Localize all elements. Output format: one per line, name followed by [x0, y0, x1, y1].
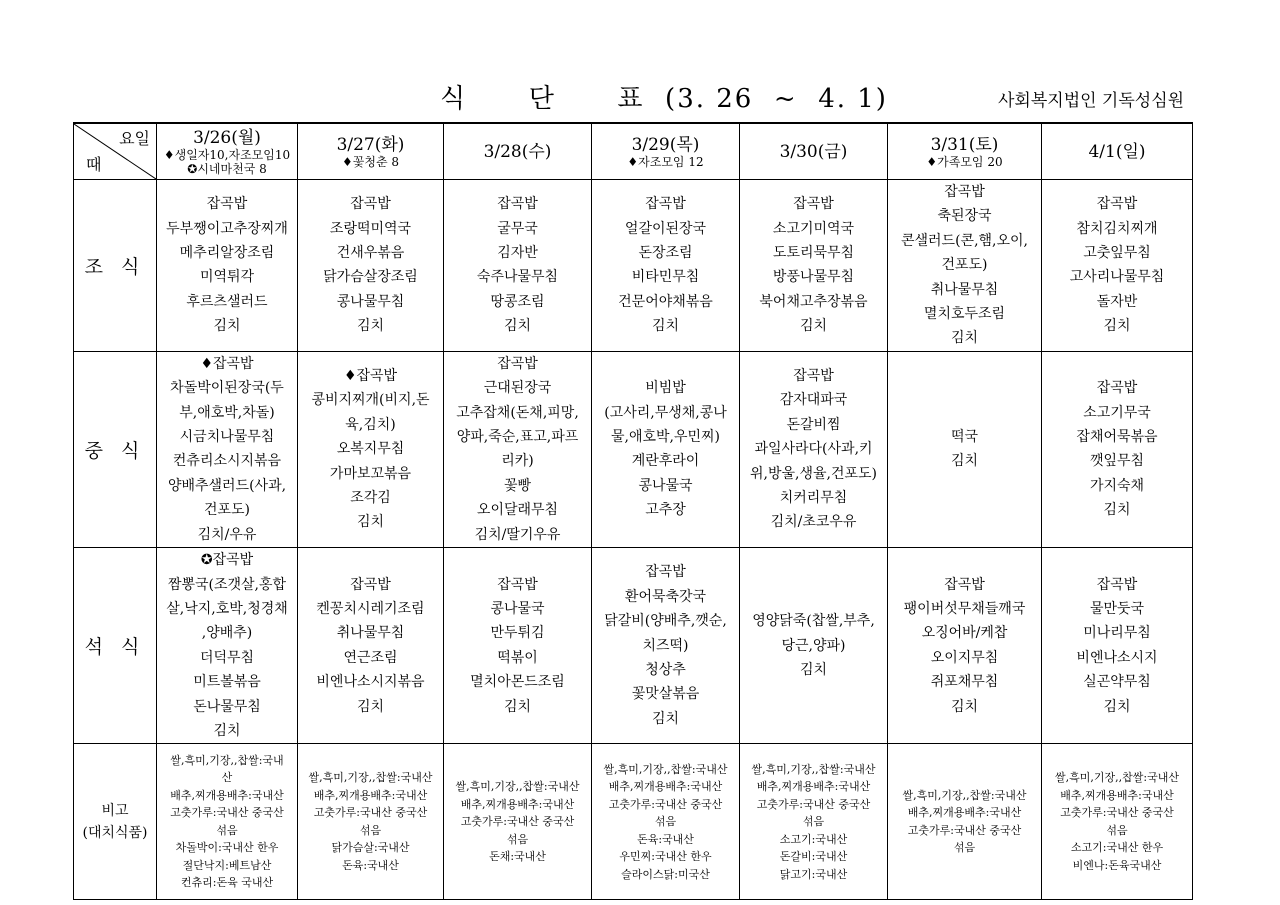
menu-item: 더덕무침: [199, 649, 255, 666]
menu-cell: [444, 351, 592, 547]
origin-note-cell: [888, 744, 1042, 900]
menu-item: ♦잡곡밥: [200, 355, 254, 372]
menu-item: 김치: [1103, 318, 1131, 335]
origin-note-line: 고춧가루:국내산 중국산: [170, 806, 284, 820]
menu-item: 닭갈비(양배추,깻순,: [604, 613, 727, 630]
menu-item: 잡곡밥: [350, 196, 391, 213]
menu-cell: [888, 548, 1042, 744]
organization-name: 사회복지법인 기독성심원: [998, 91, 1185, 111]
origin-note-cell: [157, 744, 298, 900]
menu-item: 김치: [356, 514, 385, 531]
notes-label-line: 비고: [101, 802, 129, 819]
menu-item: 육,김치): [345, 416, 396, 433]
notes-label: [74, 744, 157, 900]
menu-item: 건새우볶음: [336, 245, 405, 262]
origin-note-line: 컨츄리:돈육 국내산: [180, 876, 274, 890]
notes-label-line: (대치식품): [82, 824, 148, 841]
origin-note-line: 돈육:국내산: [342, 858, 399, 872]
menu-item: 잡곡밥: [497, 576, 538, 593]
menu-item: 참치김치찌개: [1076, 220, 1158, 237]
origin-note-line: 닭고기:국내산: [779, 867, 848, 881]
origin-note-line: 섞음: [359, 823, 382, 837]
menu-item: 김치: [356, 698, 385, 715]
menu-item: 물,애호박,우민찌): [610, 429, 721, 446]
menu-item: 잡곡밥: [350, 576, 391, 593]
menu-cell: [298, 351, 444, 547]
menu-table: [73, 122, 1193, 900]
day-event-note: ♦가족모임 20: [926, 154, 1003, 169]
origin-note-line: 소고기:국내산 한우: [1070, 841, 1164, 855]
day-date: 3/28(수): [483, 141, 552, 162]
day-event-note: ♦생일자10,자조모임10: [163, 147, 291, 162]
origin-note-line: 배추,찌개용배추:국내산: [170, 788, 284, 802]
origin-note-line: 비엔나:돈육국내산: [1072, 858, 1162, 872]
menu-item: 오징어바/케찹: [921, 625, 1008, 642]
origin-note-line: 배추,찌개용배추:국내산: [1060, 788, 1174, 802]
menu-item: 취나물무침: [336, 625, 405, 642]
day-date: 3/27(화): [336, 134, 405, 155]
menu-item: 잡곡밥: [206, 196, 248, 213]
menu-item: 김자반: [497, 245, 538, 262]
origin-note-cell: [740, 744, 888, 900]
origin-note-line: 섞음: [506, 832, 529, 846]
origin-note-line: 돈채:국내산: [489, 850, 546, 864]
menu-item: 살,낙지,호박,청경채: [166, 600, 288, 617]
origin-note-line: 섞음: [216, 823, 238, 837]
menu-item: (고사리,무생채,콩나: [604, 404, 727, 421]
menu-item: 김치: [503, 698, 532, 715]
menu-item: 연근조림: [343, 649, 398, 666]
origin-note-cell: [444, 744, 592, 900]
day-date: 3/31(토): [930, 134, 999, 155]
day-header: [888, 123, 1042, 180]
menu-item: 북어채고추장볶음: [759, 293, 868, 310]
lunch-row: [74, 351, 1193, 547]
menu-cell: [592, 180, 740, 352]
menu-item: 닭가슴살장조림: [323, 269, 418, 286]
menu-item: 오이달래무침: [476, 502, 559, 519]
menu-item: 가지숙채: [1089, 477, 1145, 494]
menu-item: 잡곡밥: [497, 355, 538, 372]
origin-note-line: 섞음: [802, 815, 825, 829]
menu-item: 미트볼볶음: [193, 674, 261, 691]
origin-note-line: 소고기:국내산: [779, 832, 848, 846]
menu-item: 건문어야채볶음: [618, 293, 713, 310]
origin-note-line: 닭가슴살:국내산: [331, 841, 410, 855]
menu-item: 비엔나소시지볶음: [316, 674, 425, 691]
menu-item: 만두튀김: [490, 625, 545, 642]
menu-item: 비엔나소시지: [1076, 649, 1158, 666]
menu-item: 꽃맛살볶음: [631, 686, 700, 703]
menu-cell: [740, 180, 888, 352]
menu-item: 쥐포채무침: [930, 674, 999, 691]
menu-item: 취나물무침: [930, 281, 999, 298]
origin-note-line: 쌀,흑미,기장,,찹쌀:국내산: [455, 780, 580, 794]
menu-item: 땅콩조림: [490, 293, 545, 310]
menu-item: ,양배추): [201, 625, 253, 642]
origin-note-line: 고춧가루:국내산 중국산: [608, 797, 723, 811]
dinner-row: [74, 548, 1193, 744]
meal-label-breakfast: 조 식: [74, 180, 157, 352]
menu-cell: [298, 548, 444, 744]
menu-item: 위,방울,생율,건포도): [749, 465, 877, 482]
menu-item: 잡곡밥: [793, 368, 834, 385]
origin-note-line: 고춧가루:국내산 중국산: [313, 806, 428, 820]
day-event-note: ✪시네마천국 8: [187, 161, 267, 176]
menu-item: 영양닭죽(찹쌀,부추,: [752, 613, 875, 630]
day-event-note: ♦자조모임 12: [627, 154, 704, 169]
menu-item: 고추장: [645, 502, 686, 519]
breakfast-row: [74, 180, 1193, 352]
corner-label-day: 요일: [119, 129, 150, 148]
menu-item: 잡곡밥: [944, 184, 985, 200]
menu-item: 차돌박이된장국(두: [170, 380, 284, 397]
menu-item: 잡곡밥: [645, 196, 686, 213]
menu-item: 도토리묵무침: [772, 245, 855, 262]
menu-item: 짬뽕국(조갯살,홍합: [167, 576, 287, 593]
menu-item: 김치: [799, 318, 828, 335]
menu-item: 물만둣국: [1089, 600, 1145, 617]
menu-item: ♦잡곡밥: [343, 368, 398, 385]
menu-cell: [592, 351, 740, 547]
origin-note-line: 배추,찌개용배추:국내산: [907, 806, 1022, 820]
menu-cell: [740, 548, 888, 744]
menu-item: 돈갈비찜: [786, 416, 841, 433]
menu-item: 미역튀각: [199, 269, 255, 286]
menu-item: 가마보꼬볶음: [329, 465, 412, 482]
menu-item: 치즈떡): [642, 637, 689, 654]
meal-label-dinner: 석 식: [74, 548, 157, 744]
day-header: [740, 123, 888, 180]
menu-cell: [298, 180, 444, 352]
menu-cell: [888, 180, 1042, 352]
corner-cell: [74, 123, 157, 180]
menu-cell: [592, 548, 740, 744]
menu-item: 김치: [651, 318, 680, 335]
menu-item: 과일사라다(사과,키: [754, 441, 873, 458]
menu-cell: [1042, 180, 1193, 352]
origin-note-cell: [592, 744, 740, 900]
day-header: [298, 123, 444, 180]
origin-note-line: 배추,찌개용배추:국내산: [756, 780, 871, 794]
origin-note-line: 고춧가루:국내산 중국산: [460, 815, 575, 829]
menu-cell: [157, 351, 298, 547]
notes-row: [74, 744, 1193, 900]
origin-note-line: 돈육:국내산: [637, 832, 694, 846]
day-header: [444, 123, 592, 180]
day-event-note: ♦꽃청춘 8: [342, 154, 399, 169]
origin-note-line: 우민찌:국내산 한우: [619, 850, 712, 864]
menu-item: 계란후라이: [631, 453, 700, 470]
menu-item: 잡곡밥: [497, 196, 538, 213]
menu-item: 근대된장국: [483, 380, 552, 397]
menu-item: 잡곡밥: [645, 564, 686, 581]
day-date: 4/1(일): [1088, 141, 1146, 162]
menu-item: 소고기미역국: [772, 220, 855, 237]
menu-item: 양파,죽순,표고,파프: [456, 429, 579, 446]
menu-item: 김치: [950, 698, 979, 715]
menu-item: 잡곡밥: [1096, 576, 1138, 593]
menu-cell: [888, 351, 1042, 547]
origin-note-line: 쌀,흑미,기장,,찹쌀:국내산: [1055, 771, 1179, 785]
origin-note-line: 산: [221, 771, 233, 785]
day-header: [157, 123, 298, 180]
menu-item: 청상추: [645, 661, 686, 678]
menu-item: 건포도): [941, 257, 988, 274]
day-date: 3/29(목): [631, 134, 700, 155]
menu-item: 잡채어묵볶음: [1076, 429, 1158, 446]
menu-item: 멸치아몬드조림: [470, 674, 565, 691]
menu-cell: [157, 180, 298, 352]
page-title: 식 단 표 (3. 26 ~ 4. 1): [440, 84, 888, 114]
menu-item: 김치: [651, 710, 680, 727]
menu-item: 김치/초코우유: [770, 514, 857, 531]
menu-item: 김치: [1103, 502, 1131, 519]
origin-note-line: 고춧가루:국내산 중국산: [756, 797, 871, 811]
menu-item: 김치: [503, 318, 532, 335]
menu-item: 김치/딸기우유: [474, 526, 561, 543]
day-header: [592, 123, 740, 180]
menu-item: 팽이버섯무채들깨국: [903, 600, 1026, 617]
menu-item: 고춧잎무침: [1083, 245, 1151, 262]
menu-item: 김치: [356, 318, 385, 335]
menu-item: 콘샐러드(콘,햄,오이,: [900, 232, 1028, 249]
menu-cell: [740, 351, 888, 547]
menu-item: 시금치나물무침: [179, 429, 275, 446]
corner-label-meal: 때: [86, 155, 102, 174]
origin-note-line: 섞음: [654, 815, 677, 829]
origin-note-line: 배추,찌개용배추:국내산: [313, 788, 428, 802]
origin-note-line: 쌀,흑미,기장,,찹쌀:국내산: [751, 762, 876, 776]
origin-note-line: 쌀,흑미,기장,,찹쌀:국내산: [902, 788, 1027, 802]
menu-item: 오이지무침: [930, 649, 999, 666]
menu-item: 떡볶이: [497, 649, 538, 666]
origin-note-line: 배추,찌개용배추:국내산: [608, 780, 723, 794]
menu-item: 후르츠샐러드: [186, 293, 268, 310]
menu-cell: [444, 548, 592, 744]
menu-item: 얼갈이된장국: [624, 220, 707, 237]
menu-item: 축된장국: [937, 208, 992, 225]
origin-note-cell: [1042, 744, 1193, 900]
menu-item: 소고기무국: [1083, 404, 1151, 421]
menu-cell: [444, 180, 592, 352]
menu-item: 방풍나물무침: [772, 269, 855, 286]
menu-item: 실곤약무침: [1083, 674, 1151, 691]
menu-item: 김치: [950, 453, 979, 470]
menu-item: 고사리나물무침: [1069, 269, 1165, 286]
menu-item: 잡곡밥: [1096, 196, 1138, 213]
meal-label-lunch: 중 식: [74, 351, 157, 547]
origin-note-line: 쌀,흑미,기장,,찹쌀:국내: [170, 753, 284, 767]
menu-item: 굴무국: [497, 220, 538, 237]
menu-item: 돌자반: [1096, 293, 1138, 310]
menu-item: 콩나물무침: [336, 293, 405, 310]
menu-item: 멸치호두조림: [923, 306, 1006, 323]
origin-note-cell: [298, 744, 444, 900]
menu-item: 잡곡밥: [944, 576, 985, 593]
menu-item: 김치: [213, 318, 241, 335]
menu-item: 치커리무침: [779, 490, 848, 507]
menu-item: 김치: [950, 330, 979, 347]
menu-item: 미나리무침: [1083, 625, 1151, 642]
menu-cell: [1042, 351, 1193, 547]
menu-item: 고추잡채(돈채,피망,: [456, 404, 579, 421]
menu-item: 부,애호박,차돌): [179, 404, 275, 421]
origin-note-line: 섞음: [1106, 823, 1128, 837]
origin-note-line: 쌀,흑미,기장,,찹쌀:국내산: [603, 762, 728, 776]
menu-item: 돈나물무침: [193, 698, 261, 715]
menu-item: 컨츄리소시지볶음: [172, 453, 282, 470]
menu-item: 조랑떡미역국: [329, 220, 412, 237]
origin-note-line: 쌀,흑미,기장,,찹쌀:국내산: [308, 771, 433, 785]
origin-note-line: 고춧가루:국내산 중국산: [907, 823, 1022, 837]
menu-item: 양배추샐러드(사과,: [167, 477, 287, 494]
menu-item: 콩나물국: [638, 477, 693, 494]
menu-item: 오복지무침: [336, 441, 405, 458]
origin-note-line: 슬라이스닭:미국산: [621, 867, 710, 881]
menu-item: 콩나물국: [490, 600, 545, 617]
menu-item: 메추리알장조림: [179, 245, 275, 262]
menu-item: 켄꽁치시레기조림: [316, 600, 425, 617]
origin-note-line: 섞음: [953, 841, 976, 855]
menu-item: ✪잡곡밥: [200, 552, 254, 569]
menu-item: 감자대파국: [779, 392, 848, 409]
origin-note-line: 절단낙지:베트남산: [182, 858, 272, 872]
menu-item: 비타민무침: [631, 269, 700, 286]
menu-item: 김치: [1103, 698, 1131, 715]
menu-item: 잡곡밥: [1096, 380, 1138, 397]
menu-item: 비빔밥: [645, 380, 686, 397]
menu-item: 김치: [799, 661, 828, 678]
menu-item: 떡국: [950, 429, 979, 446]
origin-note-line: 고춧가루:국내산 중국산: [1060, 806, 1174, 820]
menu-item: 두부쨍이고추장찌개: [166, 220, 288, 237]
header-row: [74, 123, 1193, 180]
menu-cell: [157, 548, 298, 744]
menu-item: 환어묵축갓국: [624, 588, 707, 605]
menu-item: 꽃빵: [503, 477, 532, 494]
menu-cell: [1042, 548, 1193, 744]
menu-item: 조각김: [350, 490, 391, 507]
menu-item: 건포도): [203, 502, 251, 519]
menu-item: 숙주나물무침: [476, 269, 559, 286]
day-header: [1042, 123, 1193, 180]
menu-item: 김치: [213, 722, 241, 739]
menu-item: 깻잎무침: [1089, 453, 1145, 470]
menu-item: 잡곡밥: [793, 196, 834, 213]
origin-note-line: 돈갈비:국내산: [779, 850, 848, 864]
day-date: 3/26(월): [193, 127, 261, 148]
menu-item: 리카): [501, 453, 534, 470]
menu-item: 김치/우유: [197, 526, 257, 543]
day-date: 3/30(금): [779, 141, 848, 162]
menu-item: 돈장조림: [638, 245, 693, 262]
menu-item: 당근,양파): [781, 637, 846, 654]
origin-note-line: 차돌박이:국내산 한우: [175, 841, 279, 855]
menu-item: 콩비지찌개(비지,돈: [311, 392, 430, 409]
origin-note-line: 배추,찌개용배추:국내산: [460, 797, 575, 811]
